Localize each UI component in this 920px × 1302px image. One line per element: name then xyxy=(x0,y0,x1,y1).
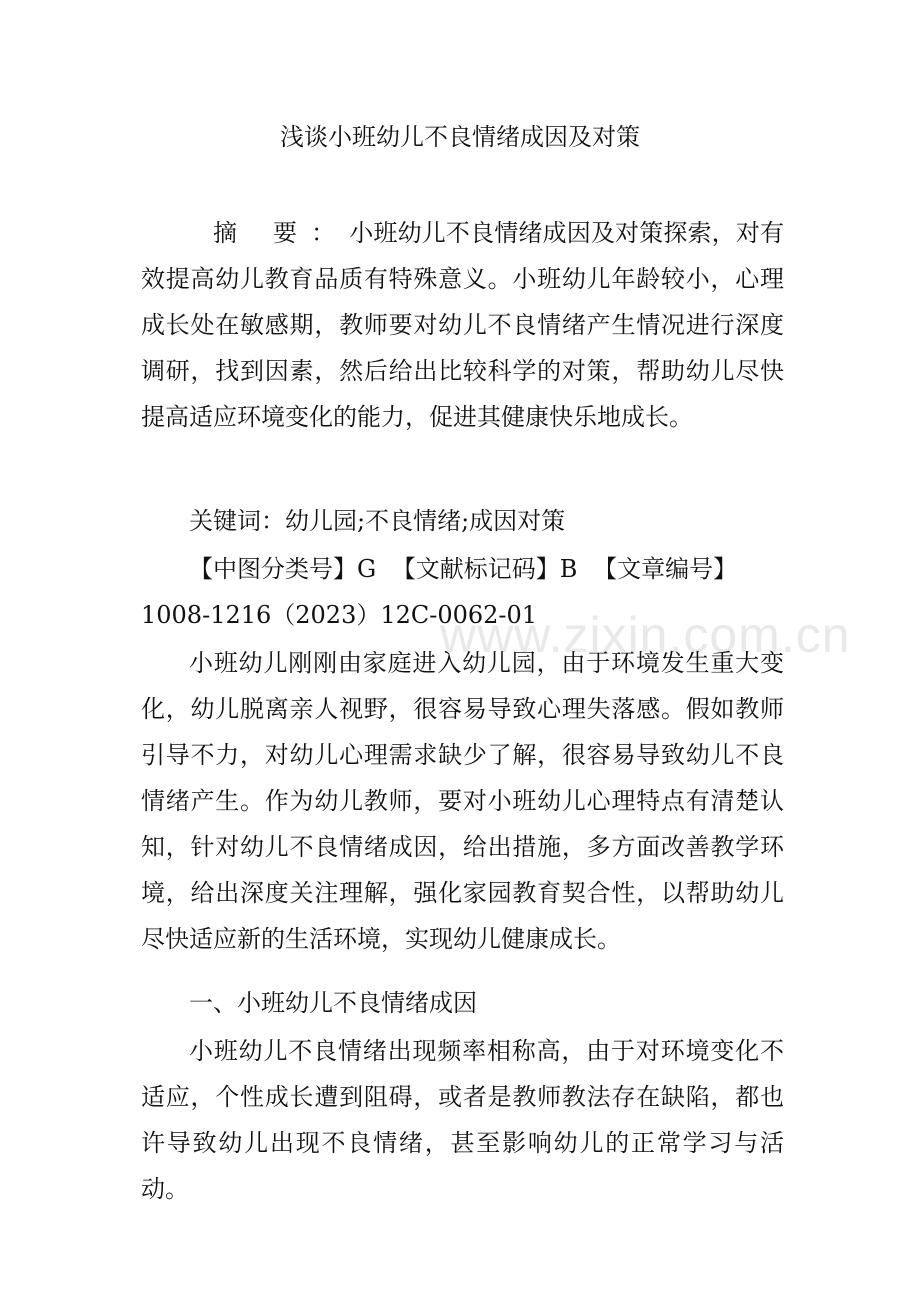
page-title: 浅谈小班幼儿不良情绪成因及对策 xyxy=(280,123,640,151)
classification-codes: 【中图分类号】G 【文献标记码】B 【文章编号】 xyxy=(189,555,738,583)
keywords-line: 关键词：幼儿园;不良情绪;成因对策 xyxy=(189,507,566,535)
abstract-text: 小班幼儿不良情绪成因及对策探索，对有效提高幼儿教育品质有特殊意义。小班幼儿年龄较小，心理成长处在敏感期，教师要对幼儿不良情绪产生情况进行深度调研，找到因素，然后给出比较科学的对策，帮助幼儿尽快提高适应环境变化的能力，促进其健康快乐地成长。 xyxy=(141,219,784,431)
body-paragraph-1: 小班幼儿刚刚由家庭进入幼儿园，由于环境发生重大变化，幼儿脱离亲人视野，很容易导致心理失落感。假如教师引导不力，对幼儿心理需求缺少了解，很容易导致幼儿不良情绪产生。作为幼儿教师，要对小班幼儿心理特点有清楚认知，针对幼儿不良情绪成因，给出措施，多方面改善教学环境，给出深度关注理解，强化家园教育契合性，以帮助幼儿尽快适应新的生活环境，实现幼儿健康成长。 xyxy=(141,649,784,953)
section-heading-1: 一、小班幼儿不良情绪成因 xyxy=(189,989,477,1017)
watermark: www.zixin.com.cn xyxy=(440,607,851,663)
body-paragraph-2: 小班幼儿不良情绪出现频率相称高，由于对环境变化不适应，个性成长遭到阻碍，或者是教师教法存在缺陷，都也许导致幼儿出现不良情绪，甚至影响幼儿的正常学习与活动。 xyxy=(141,1037,784,1203)
abstract-paragraph xyxy=(141,210,784,440)
article-number: 1008-1216（2023）12C-0062-01 xyxy=(141,601,538,629)
abstract-label: 摘 要： xyxy=(213,219,350,247)
classification-block xyxy=(141,546,784,638)
